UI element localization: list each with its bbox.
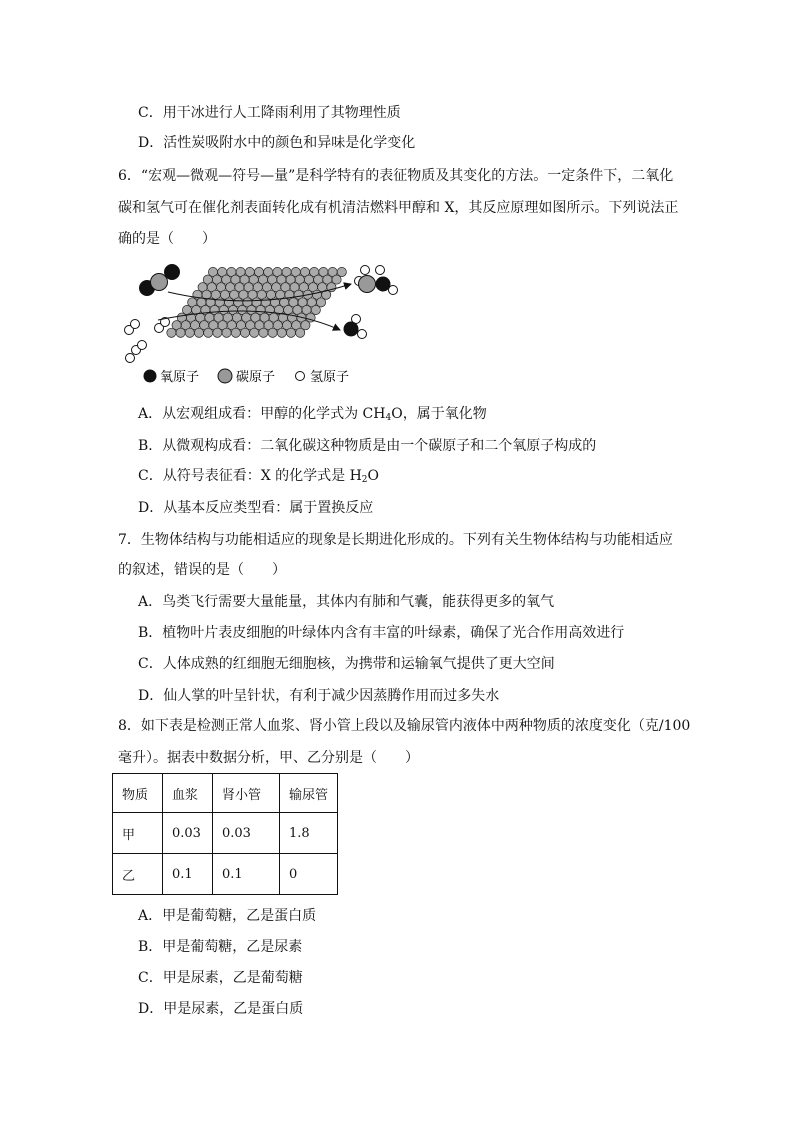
catalyst-sphere [176, 328, 185, 337]
catalyst-sphere [222, 328, 231, 337]
q7-option-b: B．植物叶片表皮细胞的叶绿体内含有丰富的叶绿素，确保了光合作用高效进行 [138, 625, 625, 641]
q8-option-c: C．甲是尿素，乙是葡萄糖 [138, 970, 303, 986]
table-cell: 甲 [113, 813, 163, 854]
legend-carbon: 碳原子 [236, 370, 276, 385]
catalyst-sphere [277, 328, 286, 337]
table-header-cell: 肾小管 [213, 774, 280, 813]
reaction-diagram [118, 258, 418, 392]
table-header-cell: 输尿管 [280, 774, 338, 813]
oxygen-legend-icon [144, 370, 157, 383]
catalyst-sphere [296, 328, 305, 337]
q8-option-b: B．甲是葡萄糖，乙是尿素 [138, 939, 303, 955]
table-cell: 0.1 [163, 854, 213, 895]
table-cell: 0 [280, 854, 338, 895]
q6-option-d: D．从基本反应类型看：属于置换反应 [138, 500, 374, 516]
table-cell: 0.03 [163, 813, 213, 854]
concentration-table [112, 773, 338, 895]
table-cell: 0.03 [213, 813, 280, 854]
table-cell: 0.1 [213, 854, 280, 895]
q5-option-c: C．用干冰进行人工降雨利用了其物理性质 [138, 105, 401, 121]
q8-stem-line1: 8．如下表是检测正常人血浆、肾小管上段以及输尿管内液体中两种物质的浓度变化（克/100 [118, 718, 691, 734]
catalyst-sphere [231, 328, 240, 337]
h2-molecules [125, 318, 170, 363]
water-molecule [344, 315, 367, 339]
catalyst-sphere [268, 328, 277, 337]
legend-hydrogen: 氢原子 [310, 370, 350, 385]
carbon-legend-icon [218, 369, 232, 383]
table-cell: 1.8 [280, 813, 338, 854]
table-row [113, 813, 338, 854]
q7-option-a: A．鸟类飞行需要大量能量，其体内有肺和气囊，能获得更多的氧气 [138, 594, 555, 610]
table-header-cell: 血浆 [163, 774, 213, 813]
q6-option-c: C．从符号表征看：X 的化学式是 $H_2O$ [138, 468, 380, 485]
catalyst-sphere [259, 328, 268, 337]
q6-stem-line2: 碳和氢气可在催化剂表面转化成有机清洁燃料甲醇和 X，其反应原理如图所示。下列说法正 [118, 200, 679, 216]
catalyst-sphere [286, 328, 295, 337]
table-cell: 乙 [113, 854, 163, 895]
q8-stem-line2: 毫升）。据表中数据分析，甲、乙分别是（ ） [118, 750, 419, 766]
table-header-cell: 物质 [113, 774, 163, 813]
q7-option-d: D．仙人掌的叶呈针状，有利于减少因蒸腾作用而过多失水 [138, 688, 500, 704]
catalyst-sphere [194, 328, 203, 337]
catalyst-sphere [250, 328, 259, 337]
q7-option-c: C．人体成熟的红细胞无细胞核，为携带和运输氧气提供了更大空间 [138, 656, 555, 672]
catalyst-sphere [167, 328, 176, 337]
q8-option-a: A．甲是葡萄糖，乙是蛋白质 [138, 908, 317, 924]
catalyst-sphere [240, 328, 249, 337]
legend-oxygen: 氧原子 [160, 370, 200, 385]
q6-option-a: A．从宏观组成看：甲醇的化学式为 $CH_4O$，属于氧化物 [138, 406, 487, 423]
q6-stem-line3: 确的是（ ） [118, 231, 216, 247]
co2-molecule [139, 264, 180, 296]
hydrogen-legend-icon [296, 372, 305, 381]
catalyst-sphere [185, 328, 194, 337]
q6-stem-line1: 6．“宏观—微观—符号—量”是科学特有的表征物质及其变化的方法。一定条件下，二氧化 [118, 168, 674, 184]
q7-stem-line1: 7．生物体结构与功能相适应的现象是长期进化形成的。下列有关生物体结构与功能相适应 [118, 532, 673, 548]
catalyst-sphere [213, 328, 222, 337]
q6-option-b: B．从微观构成看：二氧化碳这种物质是由一个碳原子和二个氧原子构成的 [138, 438, 597, 454]
q5-option-d: D．活性炭吸附水中的颜色和异味是化学变化 [138, 135, 416, 151]
catalyst-surface [167, 267, 347, 337]
table-header-row [113, 774, 338, 813]
table-row [113, 854, 338, 895]
legend [144, 369, 350, 385]
q7-stem-line2: 的叙述，错误的是（ ） [118, 562, 286, 578]
catalyst-sphere [204, 328, 213, 337]
methanol-molecule [355, 266, 398, 295]
q8-option-d: D．甲是尿素，乙是蛋白质 [138, 1001, 304, 1017]
